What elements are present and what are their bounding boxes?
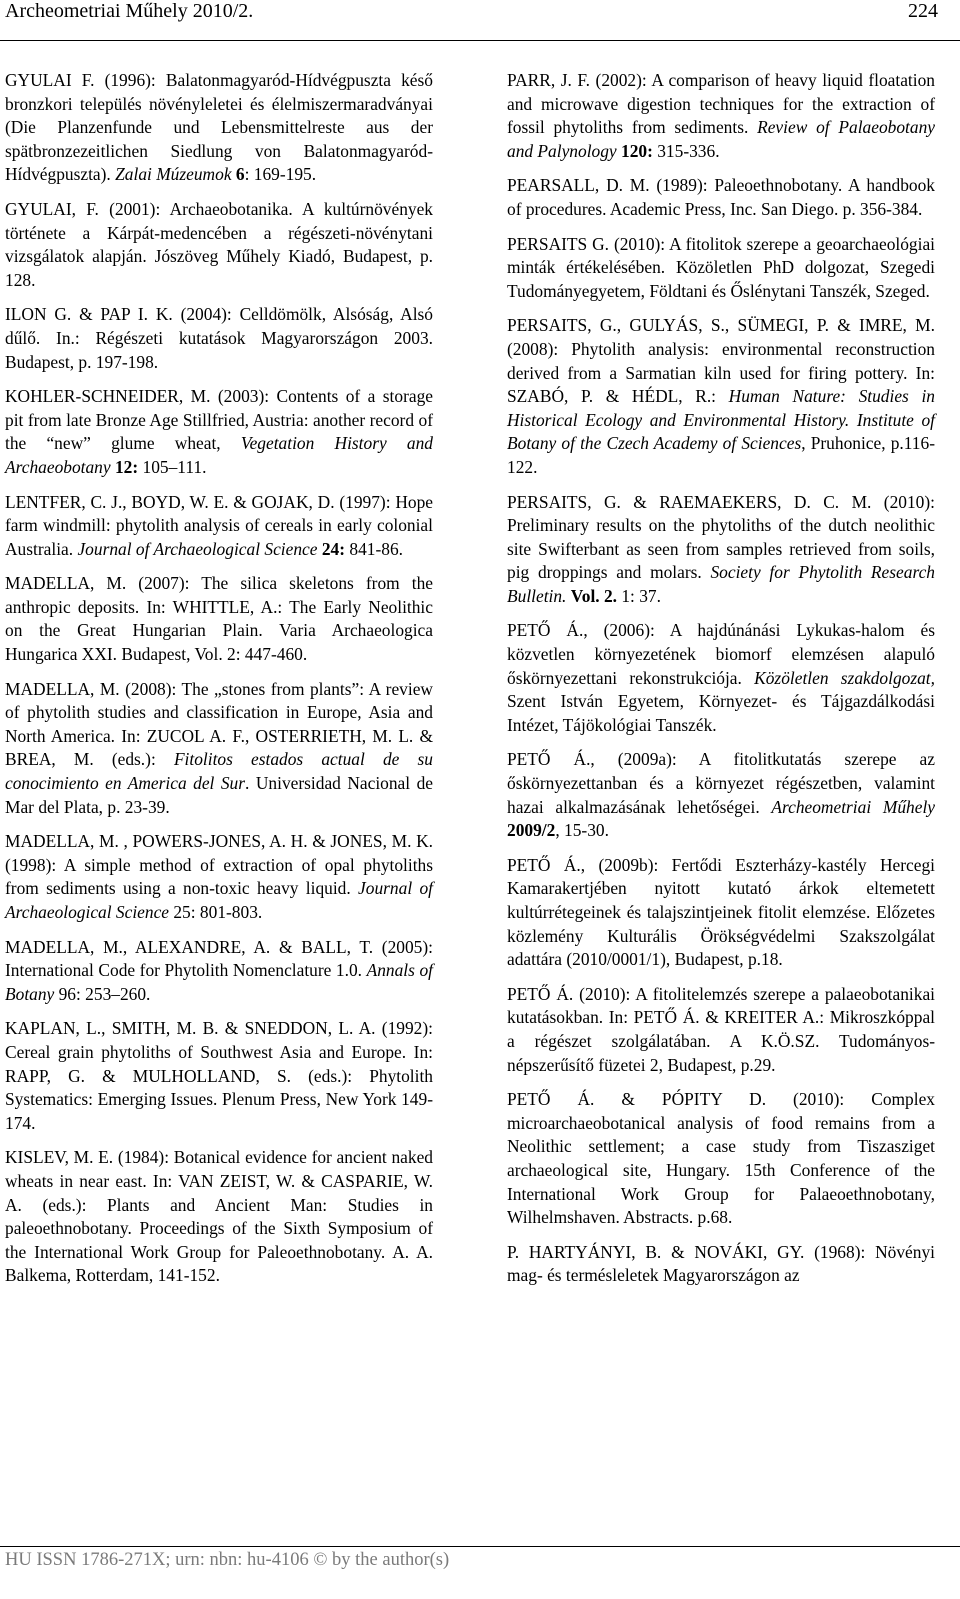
- reference-entry: [507, 491, 935, 609]
- reference-text: . Universidad Nacional de Mar del Plata, p. 23-39.: [5, 773, 434, 817]
- reference-text: PETŐ Á. (2010): A fitolitelemzés szerepe a palaeobotanikai kutatásokban. In: PETŐ Á. & KREITER A.: Mikroszkóppal a régészet szolgálatában. A K.Ö.SZ. Tudományos-népszerűsítő füzetei 2, Budapest, p.29.: [507, 983, 935, 1075]
- reference-text: 315-336.: [652, 140, 720, 161]
- reference-entry: [507, 174, 935, 221]
- reference-bold-text: 2009/2: [507, 820, 556, 841]
- reference-italic-text: Vegetation History and Archaeobotany: [5, 433, 433, 477]
- reference-text: PETŐ Á. & PÓPITY D. (2010): Complex microarchaeobotanical analysis of food remains from a Neolithic settlement; a case study from Tiszasziget archaeological site, Hungary. 15th Conference of the International Work Group for Palaeoethnobotany, Wilhelmshaven. Abstracts. p.68.: [507, 1089, 935, 1228]
- reference-entry: [5, 385, 433, 479]
- reference-italic-text: Review of Palaeobotany and Palynology: [507, 117, 935, 161]
- reference-text: KOHLER-SCHNEIDER, M. (2003): Contents of a storage pit from late Bronze Age Stillfried, Austria: another record of the “new” glume wheat,: [5, 386, 433, 454]
- reference-text: PETŐ Á., (2009a): A fitolitkutatás szerepe az őskörnyezettanban és a környezet régészetben, valamint hazai alkalmazásának lehetőségei.: [507, 749, 935, 817]
- reference-entry: [507, 69, 935, 163]
- reference-text: 841-86.: [345, 538, 403, 559]
- reference-text: KISLEV, M. E. (1984): Botanical evidence for ancient naked wheats in near east. In: VAN ZEIST, W. & CASPARIE, W. A. (eds.): Plants and Ancient Man: Studies in paleoethnobotany. Proceedings of the Sixth Symposium of the International Work Group for Paleoethnobotany. A. A. Balkema, Rotterdam, 141-152.: [5, 1147, 433, 1286]
- reference-text: , Pruhonice, p.116-122.: [507, 433, 935, 477]
- reference-entry: [507, 314, 935, 479]
- reference-entry: [5, 491, 433, 562]
- reference-text: MADELLA, M., ALEXANDRE, A. & BALL, T. (2005): International Code for Phytolith Nomenclature 1.0.: [5, 936, 433, 981]
- reference-text: ILON G. & PAP I. K. (2004): Celldömölk, Alsóság, Alsó dűlő. In.: Régészeti kutatások Magyarországon 2003. Budapest, p. 197-198.: [5, 304, 433, 372]
- reference-entry: [507, 854, 935, 972]
- reference-text: MADELLA, M. (2008): The „stones from plants”: A review of phytolith studies and classification in Europe, Asia and North America. In: ZUCOL A. F., OSTERRIETH, M. L. & BREA, M. (eds.):: [5, 678, 433, 770]
- reference-entry: [5, 830, 433, 924]
- reference-entry: [5, 198, 433, 292]
- reference-italic-text: Fitolitos estados actual de su conocimiento en America del Sur: [5, 749, 433, 794]
- reference-text: P. HARTYÁNYI, B. & NOVÁKI, GY. (1968): Növényi mag- és termésleletek Magyarországon az: [507, 1241, 935, 1286]
- reference-text: PERSAITS G. (2010): A fitolitok szerepe a geoarchaeológiai minták értékelésében. Közöletlen PhD dolgozat, Szegedi Tudományegyetem, Földtani és Őslénytani Tanszék, Szeged.: [507, 233, 935, 301]
- header-divider: [0, 40, 960, 41]
- reference-entry: [507, 1088, 935, 1230]
- reference-column-right: [507, 69, 935, 1299]
- reference-text: , 15-30.: [555, 820, 609, 841]
- reference-bold-text: 24:: [321, 538, 346, 559]
- reference-italic-text: Journal of Archaeological Science: [77, 538, 318, 559]
- reference-entry: [507, 983, 935, 1077]
- reference-bold-text: 12:: [114, 456, 139, 477]
- reference-entry: [5, 303, 433, 374]
- reference-text: PEARSALL, D. M. (1989): Paleoethnobotany. A handbook of procedures. Academic Press, Inc. San Diego. p. 356-384.: [507, 175, 935, 219]
- reference-bold-text: 6: [235, 164, 245, 185]
- reference-entry: [5, 936, 433, 1007]
- page-header: [0, 0, 960, 40]
- reference-entry: [5, 572, 433, 666]
- reference-text: MADELLA, M. (2007): The silica skeletons from the anthropic deposits. In: WHITTLE, A.: The Early Neolithic on the Great Hungarian Plain. Varia Archaeologica Hungarica XXI. Budapest, Vol. 2: 447-460.: [5, 573, 433, 665]
- reference-italic-text: Human Nature: Studies in Historical Ecology and Environmental History. Institute of Botany of the Czech Academy of Sciences: [507, 386, 935, 454]
- reference-bold-text: 120:: [621, 140, 653, 161]
- reference-text: PERSAITS, G. & RAEMAEKERS, D. C. M. (2010): Preliminary results on the phytoliths of the dutch neolithic site Swifterbant as seen from samples retrieved from soils, pig droppings and molars.: [507, 491, 935, 583]
- reference-text: MADELLA, M. , POWERS-JONES, A. H. & JONES, M. K. (1998): A simple method of extraction of opal phytoliths from sediments using a non-toxic heavy liquid.: [5, 831, 433, 899]
- reference-bold-text: Vol. 2.: [570, 585, 618, 606]
- reference-text: KAPLAN, L., SMITH, M. B. & SNEDDON, L. A. (1992): Cereal grain phytoliths of Southwest Asia and Europe. In: RAPP, G. & MULHOLLAND, S. (eds.): Phytolith Systematics: Emerging Issues. Plenum Press, New York 149-174.: [5, 1018, 433, 1133]
- reference-text: 96: 253–260.: [54, 983, 151, 1004]
- page-footer: HU ISSN 1786-271X; urn: nbn: hu-4106 © by the author(s): [5, 1550, 450, 1570]
- reference-italic-text: Annals of Botany: [5, 960, 433, 1004]
- reference-entry: [5, 1017, 433, 1135]
- reference-italic-text: Society for Phytolith Research Bulletin.: [507, 562, 935, 606]
- reference-entry: [507, 233, 935, 304]
- reference-text: PERSAITS, G., GULYÁS, S., SÜMEGI, P. & IMRE, M. (2008): Phytolith analysis: environmental reconstruction derived from a Sarmatian kiln used for firing pottery. In: SZABÓ, P. & HÉDL, R.:: [507, 315, 935, 407]
- reference-italic-text: Zalai Múzeumok: [115, 164, 232, 185]
- reference-italic-text: Journal of Archaeological Science: [5, 878, 433, 922]
- reference-text: PETŐ Á., (2006): A hajdúnánási Lykukas-halom és közvetlen környezetének biomorf elemzésen alapuló őskörnyezettani rekonstrukciója.: [507, 620, 935, 688]
- reference-text: Szent István Egyetem, Környezet- és Tájgazdálkodási Intézet, Tájökológiai Tanszék.: [507, 691, 935, 735]
- reference-italic-text: Archeometriai Műhely: [771, 796, 935, 817]
- reference-entry: [507, 1241, 935, 1288]
- reference-text: 105–111.: [138, 456, 207, 477]
- reference-text: 25: 801-803.: [169, 902, 263, 922]
- reference-text: PARR, J. F. (2002): A comparison of heavy liquid floatation and microwave digestion techniques for the extraction of fossil phytoliths from sediments.: [507, 70, 935, 138]
- reference-text: LENTFER, C. J., BOYD, W. E. & GOJAK, D. (1997): Hope farm windmill: phytolith analysis of cereals in early colonial Australia.: [5, 491, 433, 559]
- page-number: 224: [908, 0, 938, 22]
- reference-text: GYULAI F. (1996): Balatonmagyaród-Hídvégpuszta késő bronzkori település növényleletei és élelmiszermaradványai (Die Planzenfunde und Lebensmittelreste aus der spätbronzezeitlichen Siedlung von Balatonmagyaród-Hídvégpuszta).: [5, 70, 433, 185]
- reference-text: GYULAI, F. (2001): Archaeobotanika. A kultúrnövények története a Kárpát-medencében a régészeti-növénytani vizsgálatok alapján. Jószöveg Műhely Kiadó, Budapest, p. 128.: [5, 198, 433, 290]
- reference-entry: [507, 748, 935, 842]
- reference-text: 1: 37.: [617, 585, 661, 606]
- reference-text: : 169-195.: [244, 164, 317, 185]
- journal-title: Archeometriai Műhely 2010/2.: [5, 0, 254, 22]
- footer-divider: [0, 1546, 960, 1547]
- reference-italic-text: Közöletlen szakdolgozat,: [754, 667, 935, 688]
- reference-entry: [5, 1146, 433, 1288]
- reference-entry: [5, 69, 433, 187]
- reference-column-left: [5, 69, 433, 1299]
- reference-entry: [5, 678, 433, 820]
- reference-text: PETŐ Á., (2009b): Fertődi Eszterházy-kastély Hercegi Kamarakertjében nyitott kutató árkok eltemetett kultúrrétegeinek és talajszintjeinek fitolit elemzése. Előzetes közlemény Kulturális Örökségvédelmi Szakszolgálat adattára (2010/0001/1), Budapest, p.18.: [507, 854, 935, 970]
- reference-entry: [507, 619, 935, 737]
